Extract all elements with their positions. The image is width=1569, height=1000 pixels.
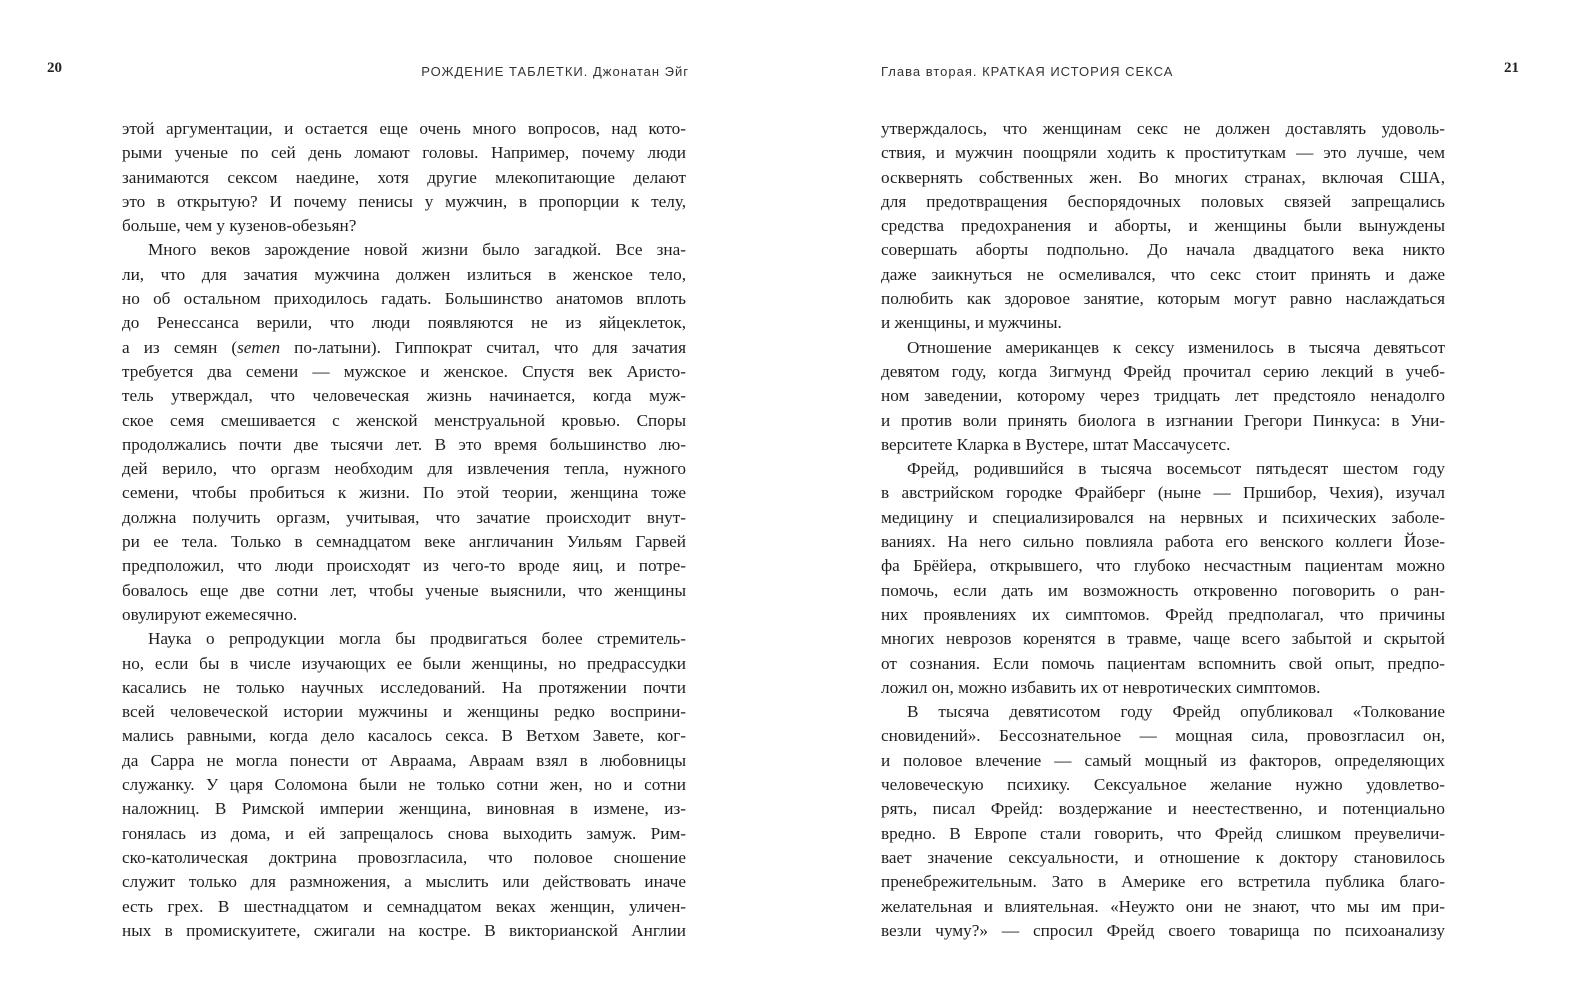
text-line: полюбить как здоровое занятие, которым могут равно наслаждаться — [881, 289, 1445, 309]
text-line: это в открытую? И почему пенисы у мужчин, в пропорции к телу, — [122, 191, 686, 211]
left-page — [0, 0, 784, 1000]
running-head-right: Глава вторая. КРАТКАЯ ИСТОРИЯ СЕКСА — [881, 64, 1174, 79]
text-line: есть грех. В шестнадцатом и семнадцатом веках женщин, уличен- — [122, 896, 686, 916]
text-line: ри ее тела. Только в семнадцатом веке англичанин Уильям Гарвей — [122, 532, 686, 552]
left-page-body — [122, 117, 686, 943]
text-line: вает значение сексуальности, и отношение к доктору становилось — [881, 847, 1445, 867]
text-line: да Сарра не могла понести от Авраама, Авраам взял в любовницы — [122, 750, 686, 770]
text-line: бовалось еще две сотни лет, чтобы ученые выяснили, что женщины — [122, 580, 686, 600]
page-number-right: 21 — [1504, 60, 1519, 76]
text-line: дей верило, что оргазм необходим для извлечения тепла, нужного — [122, 459, 686, 479]
text-line: осквернять собственных жен. Во многих странах, включая США, — [881, 167, 1445, 187]
text-line: овулируют ежемесячно. — [122, 604, 298, 624]
text-line: сновидений». Бессознательное — мощная сила, провозгласил он, — [881, 726, 1445, 746]
text-line: занимаются сексом наедине, хотя другие млекопитающие делают — [122, 167, 686, 187]
text-line: служит только для размножения, а мыслить или действовать иначе — [122, 872, 686, 892]
text-line: верситете Кларка в Вустере, штат Массачусетс. — [881, 434, 1231, 454]
text-line: девятом году, когда Зигмунд Фрейд прочитал серию лекций в учеб- — [881, 361, 1445, 381]
text-line: медицину и специализировался на нервных и психических заболе- — [881, 507, 1445, 527]
text-line: но об остальном приходилось гадать. Большинство анатомов вплоть — [122, 289, 686, 309]
text-line: них проявлениях их симптомов. Фрейд предполагал, что причины — [881, 604, 1445, 624]
text-line: тель утверждал, что человеческая жизнь начинается, когда муж- — [122, 386, 686, 406]
running-head-left: РОЖДЕНИЕ ТАБЛЕТКИ. Джонатан Эйг — [421, 64, 689, 79]
text-line: утверждалось, что женщинам секс не должен доставлять удоволь- — [881, 119, 1445, 138]
text-line: гонялась из дома, и ей запрещалось снова выходить замуж. Рим- — [122, 823, 686, 843]
text-line: ствия, и мужчин поощряли ходить к проституткам — это лучше, чем — [881, 143, 1445, 163]
text-line: продолжались почти две тысячи лет. В это время большинство лю- — [122, 434, 686, 454]
text-line: всей человеческой истории мужчины и женщины редко восприни- — [122, 702, 686, 722]
page-number-left: 20 — [47, 60, 62, 76]
text-line: но, если бы в числе изучающих ее были женщины, но предрассудки — [122, 653, 686, 673]
text-line: касались не только научных исследований. На протяжении почти — [122, 677, 686, 697]
right-page-body — [881, 117, 1445, 943]
text-line: многих неврозов коренятся в травме, чаще всего забытой и скрытой — [881, 629, 1445, 649]
text-line: совершать аборты подпольно. До начала двадцатого века никто — [881, 240, 1445, 260]
text-line: вредно. В Европе стали говорить, что Фрейд слишком преувеличи- — [881, 823, 1445, 843]
text-line: даже заикнуться не осмеливался, что секс стоит принять и даже — [881, 264, 1445, 284]
text-line: и женщины, и мужчины. — [881, 313, 1062, 333]
text-line: от сознания. Если помочь пациентам вспомнить свой опыт, предпо- — [881, 653, 1445, 673]
text-line: рыми ученые по сей день ломают головы. Например, почему люди — [122, 143, 686, 163]
text-line: для предотвращения беспорядочных половых связей запрещались — [881, 191, 1445, 211]
text-line: помочь, если дать им возможность откровенно поговорить о ран- — [881, 580, 1445, 600]
text-line: ных в промискуитете, сжигали на костре. В викторианской Англии — [122, 920, 686, 940]
text-line: а из семян (semen по-латыни). Гиппократ считал, что для зачатия — [122, 337, 686, 357]
text-line: рять, писал Фрейд: воздержание и неестественно, и потенциально — [881, 799, 1445, 819]
text-line: желательная и влиятельная. «Неужто они не знают, что мы им при- — [881, 896, 1445, 916]
text-line: Фрейд, родившийся в тысяча восемьсот пятьдесят шестом году — [907, 459, 1445, 479]
text-line: и половое влечение — самый мощный из факторов, определяющих — [881, 750, 1445, 770]
text-line: ваниях. На него сильно повлияла работа его венского коллеги Йозе- — [881, 532, 1445, 552]
text-line: наложниц. В Римской империи женщина, виновная в измене, из- — [122, 799, 686, 819]
text-line: до Ренессанса верили, что люди появляются не из яйцеклеток, — [122, 313, 686, 333]
text-line: ном заведении, которому через тридцать лет предстояло ненадолго — [881, 386, 1445, 406]
text-line: и против воли принять биолога в изгнании Грегори Пинкуса: в Уни- — [881, 410, 1445, 430]
text-line: ско-католическая доктрина провозгласила, что половое сношение — [122, 847, 686, 867]
text-line: человеческую психику. Сексуальное желание нужно удовлетво- — [881, 775, 1445, 795]
text-line: Отношение американцев к сексу изменилось в тысяча девятьсот — [907, 337, 1445, 357]
text-line: семени, чтобы пробиться к жизни. По этой теории, женщина тоже — [122, 483, 686, 503]
text-line: больше, чем у кузенов-обезьян? — [122, 216, 357, 236]
text-line: должна получить оргазм, учитывая, что зачатие происходит внут- — [122, 507, 686, 527]
text-line: Много веков зарождение новой жизни было загадкой. Все зна- — [148, 240, 686, 260]
text-line: в австрийском городке Фрайберг (ныне — Пршибор, Чехия), изучал — [881, 483, 1445, 503]
text-line: Наука о репродукции могла бы продвигаться более стремитель- — [148, 629, 686, 649]
text-line: этой аргументации, и остается еще очень много вопросов, над кото- — [122, 119, 686, 138]
right-page — [784, 0, 1569, 1000]
text-line: требуется два семени — мужское и женское. Спустя век Аристо- — [122, 361, 686, 381]
text-line: служанку. У царя Соломона были не только сотни жен, но и сотни — [122, 775, 686, 795]
text-line: фа Брёйера, открывшего, что глубоко несчастным пациентам можно — [881, 556, 1445, 576]
text-line: мались равными, когда дело касалось секса. В Ветхом Завете, ког- — [122, 726, 686, 746]
text-line: везли чуму?» — спросил Фрейд своего товарища по психоанализу — [881, 920, 1445, 940]
text-line: средства предохранения и аборты, и женщины были вынуждены — [881, 216, 1445, 236]
text-line: предположил, что люди происходят из чего-то вроде яиц, и потре- — [122, 556, 686, 576]
text-line: пренебрежительным. Зато в Америке его встретила публика благо- — [881, 872, 1445, 892]
text-line: В тысяча девятисотом году Фрейд опубликовал «Толкование — [907, 702, 1445, 722]
text-line: ское семя смешивается с женской менструальной кровью. Споры — [122, 410, 686, 430]
text-line: ли, что для зачатия мужчина должен излиться в женское тело, — [122, 264, 686, 284]
text-line: ложил он, можно избавить их от невротических симптомов. — [881, 677, 1321, 697]
